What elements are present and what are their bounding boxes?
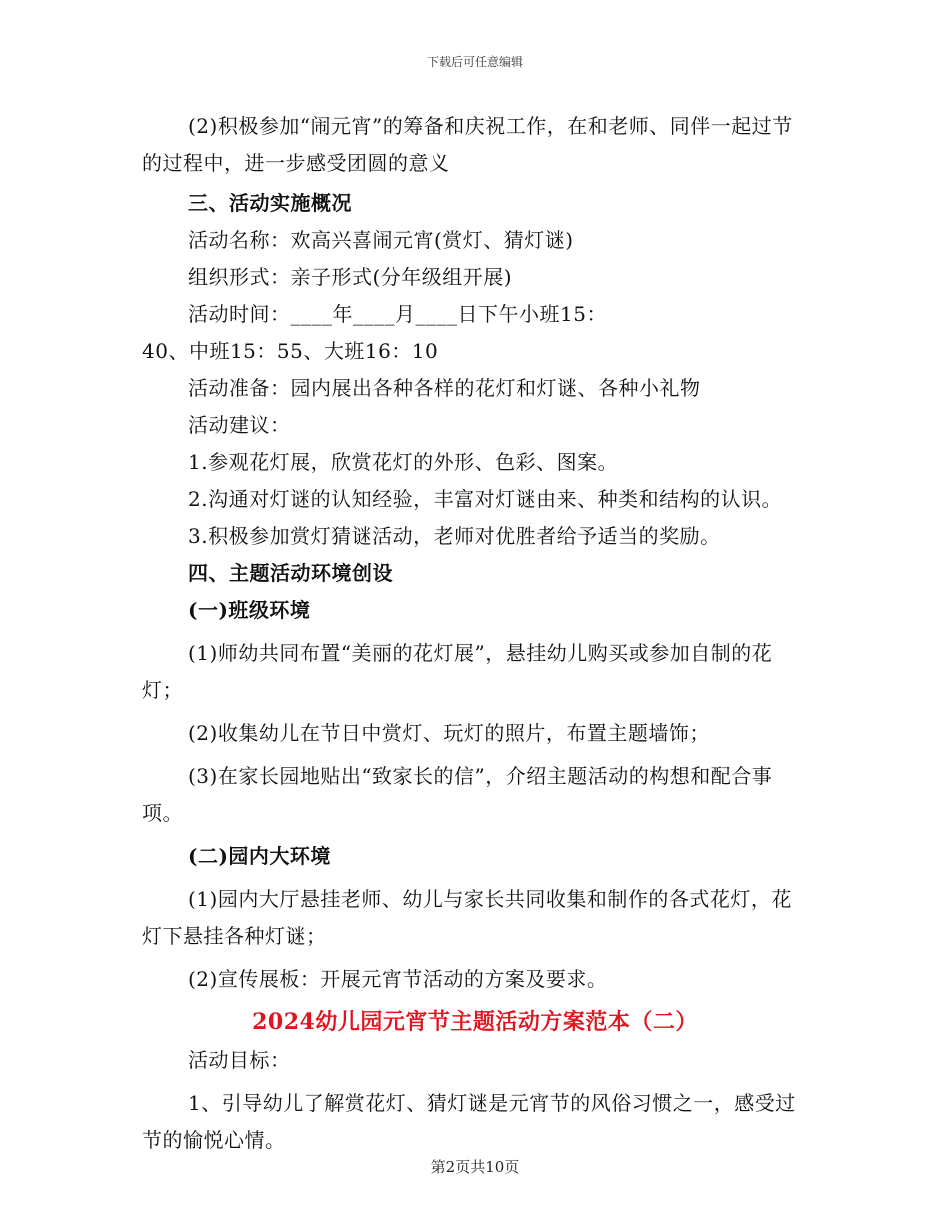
activity-name: 活动名称：欢高兴喜闹元宵(赏灯、猜灯谜) bbox=[188, 228, 574, 252]
class-env-item-3: (3)在家长园地贴出“致家长的信”，介绍主题活动的构想和配合事项。 bbox=[142, 764, 773, 825]
subheading-campus-env: (二)园内大环境 bbox=[188, 844, 331, 868]
activity-time-cont: 40、中班15：55、大班16：10 bbox=[142, 339, 439, 363]
activity-suggestion-label: 活动建议： bbox=[188, 413, 291, 437]
paragraph-goal-2: (2)积极参加“闹元宵”的筹备和庆祝工作，在和老师、同伴一起过节的过程中，进一步感受团圆的意义 bbox=[142, 114, 793, 175]
activity-time: 活动时间：____年____月____日下午小班15： bbox=[188, 302, 607, 326]
document-title-2: 2024幼儿园元宵节主题活动方案范本（二） bbox=[252, 1009, 698, 1035]
suggestion-item-3: 3.积极参加赏灯猜谜活动，老师对优胜者给予适当的奖励。 bbox=[188, 524, 721, 548]
document-body bbox=[142, 108, 808, 1159]
organization-form: 组织形式：亲子形式(分年级组开展) bbox=[188, 265, 513, 289]
suggestion-item-1: 1.参观花灯展，欣赏花灯的外形、色彩、图案。 bbox=[188, 450, 619, 474]
section-heading-3: 三、活动实施概况 bbox=[188, 191, 352, 215]
goal-label: 活动目标： bbox=[188, 1048, 291, 1072]
activity-prep: 活动准备：园内展出各种各样的花灯和灯谜、各种小礼物 bbox=[188, 376, 701, 400]
class-env-item-2: (2)收集幼儿在节日中赏灯、玩灯的照片，布置主题墙饰； bbox=[188, 721, 710, 745]
campus-env-item-1: (1)园内大厅悬挂老师、幼儿与家长共同收集和制作的各式花灯，花灯下悬挂各种灯谜； bbox=[142, 887, 792, 948]
section-heading-4: 四、主题活动环境创设 bbox=[188, 561, 393, 585]
suggestion-item-2: 2.沟通对灯谜的认知经验，丰富对灯谜由来、种类和结构的认识。 bbox=[188, 487, 783, 511]
page-number: 第2页共10页 bbox=[430, 1158, 520, 1176]
header-note: 下载后可任意编辑 bbox=[426, 55, 523, 69]
subheading-class-env: (一)班级环境 bbox=[188, 598, 311, 622]
campus-env-item-2: (2)宣传展板：开展元宵节活动的方案及要求。 bbox=[188, 967, 608, 991]
class-env-item-1: (1)师幼共同布置“美丽的花灯展”，悬挂幼儿购买或参加自制的花灯； bbox=[142, 641, 773, 702]
goal-item-1: 1、引导幼儿了解赏花灯、猜灯谜是元宵节的风俗习惯之一，感受过节的愉悦心情。 bbox=[142, 1091, 796, 1152]
